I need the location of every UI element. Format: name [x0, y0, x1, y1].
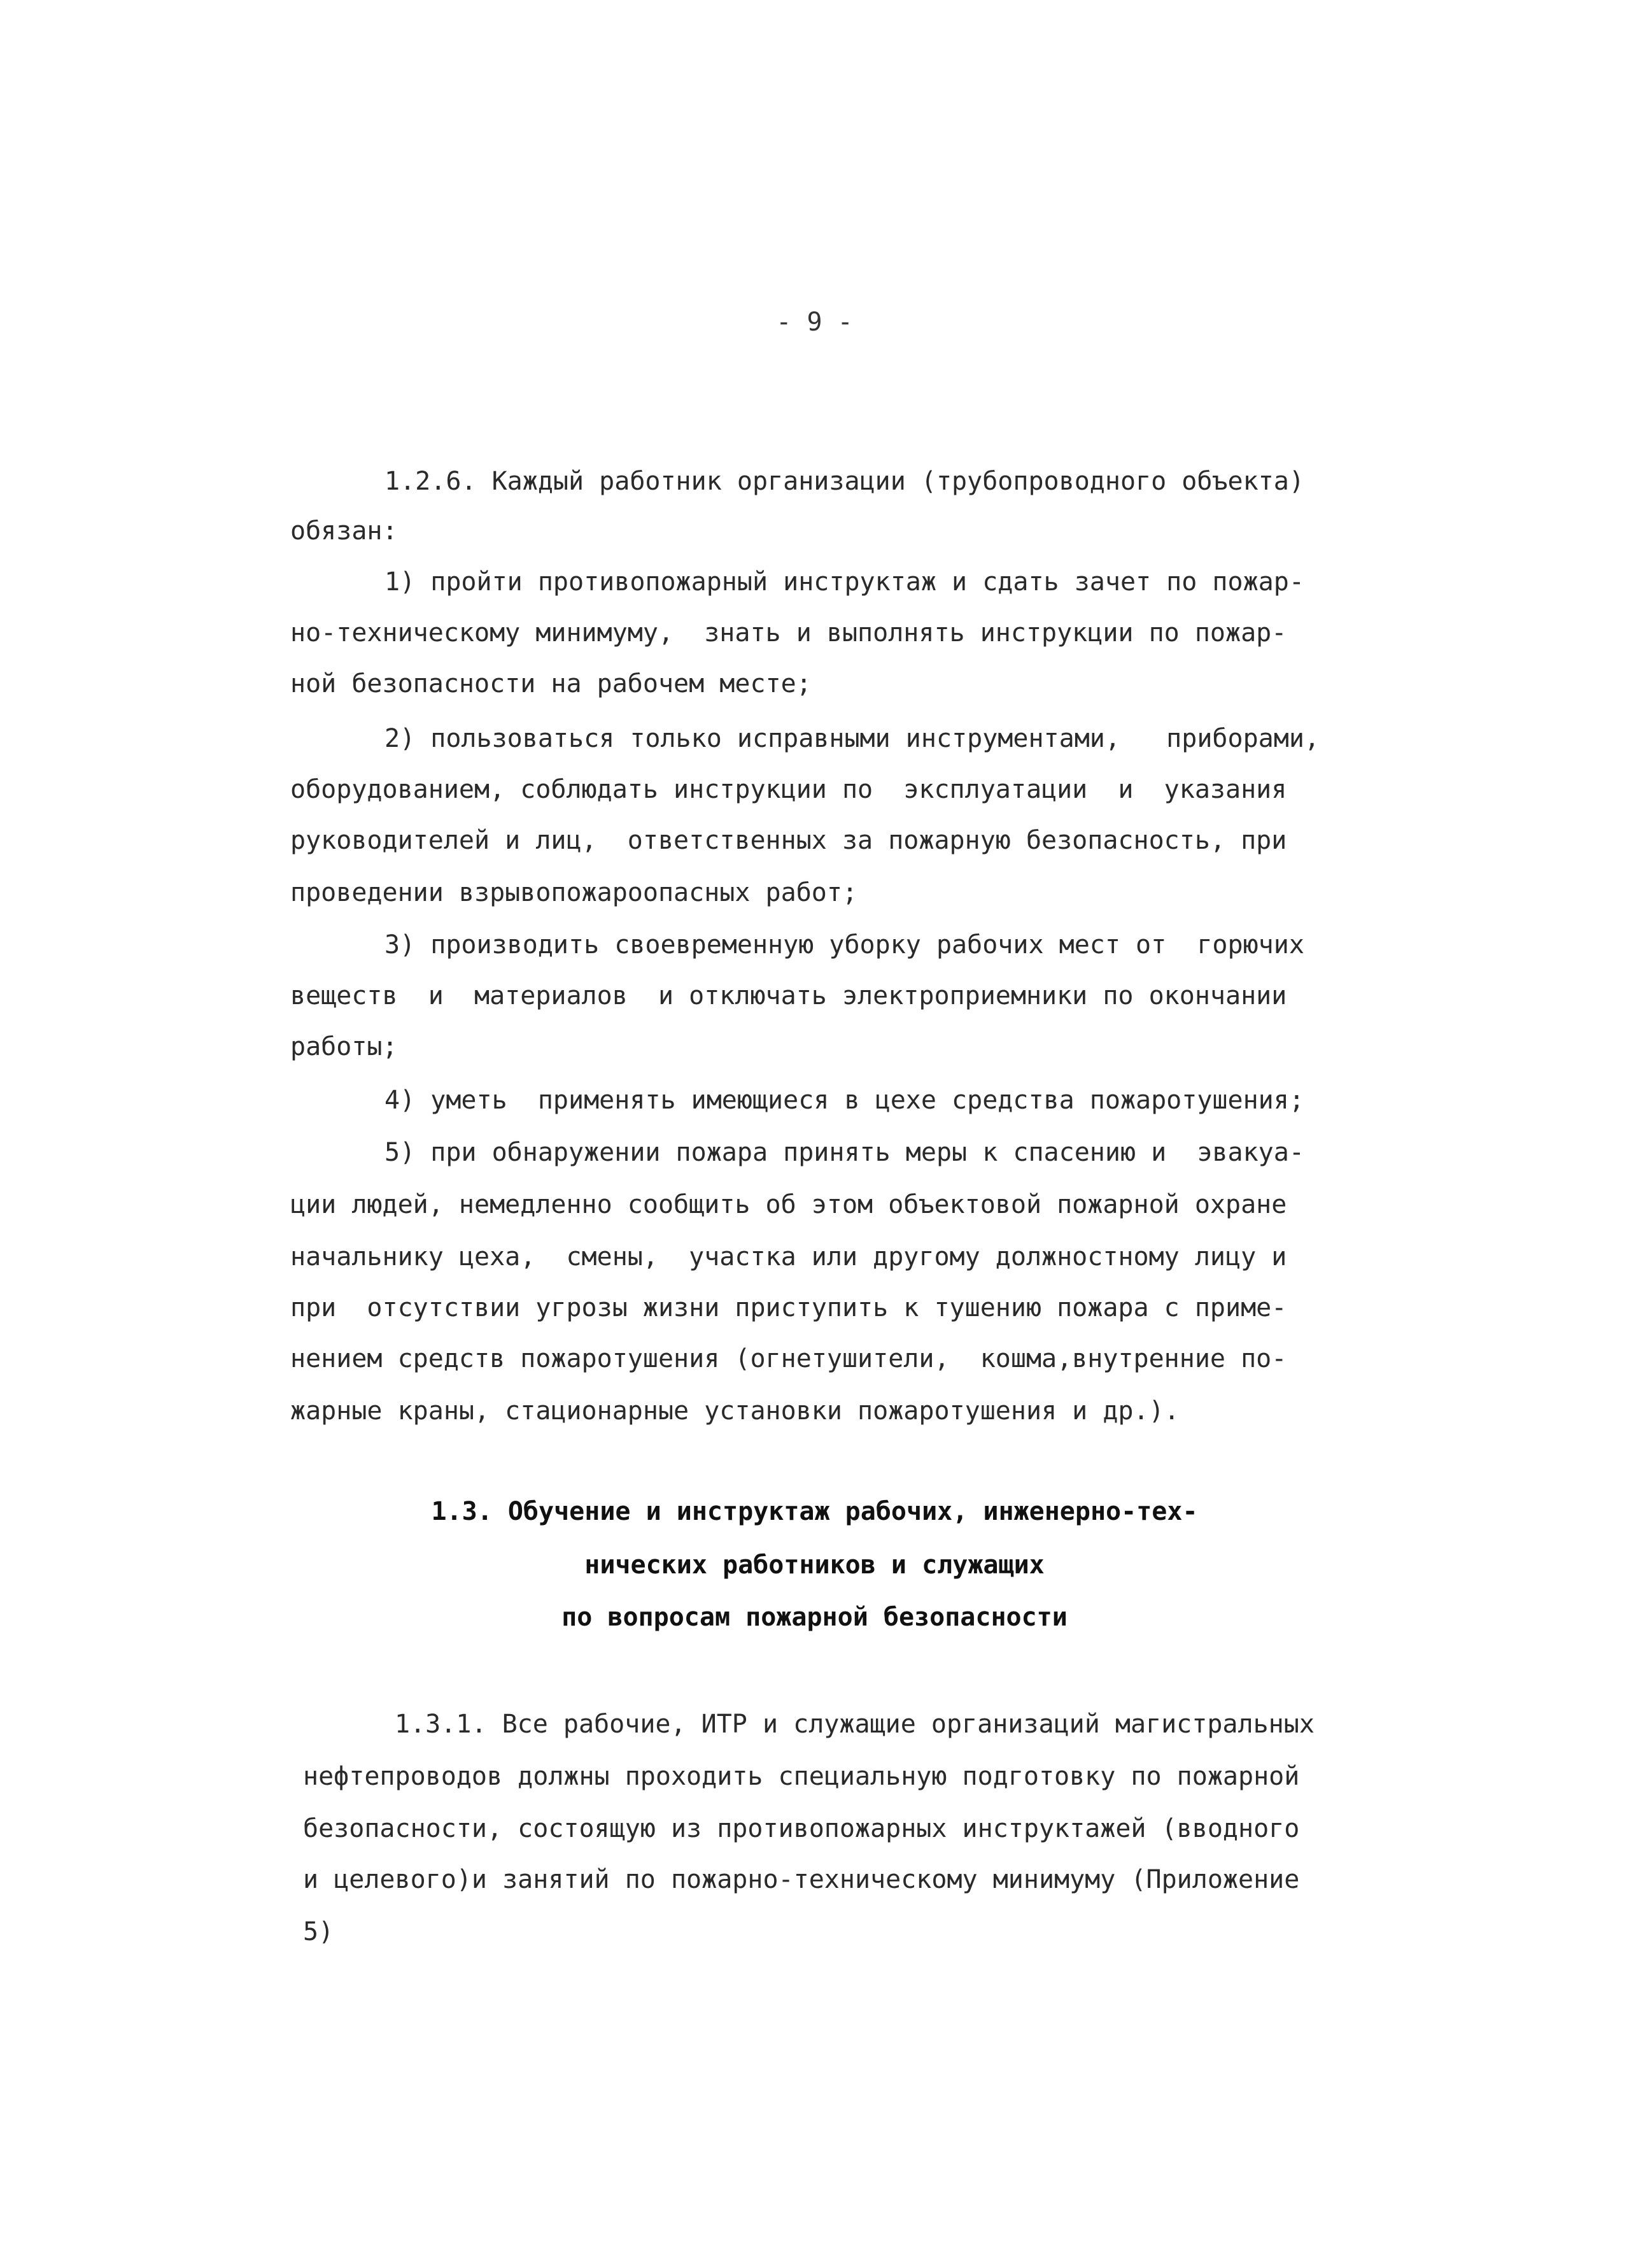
clause-line: безопасности, состоящую из противопожарных инструктажей (вводного: [303, 1814, 1300, 1843]
clause-line: 5): [303, 1917, 334, 1946]
clause-line: оборудованием, соблюдать инструкции по эксплуатации и указания: [290, 775, 1287, 804]
clause-line: жарные краны, стационарные установки пожаротушения и др.).: [290, 1396, 1180, 1426]
clause-line: 2) пользоваться только исправными инструментами, приборами,: [384, 724, 1320, 753]
section-heading-line: нических работников и служащих: [584, 1550, 1045, 1580]
clause-line: при отсутствии угрозы жизни приступить к тушению пожара с приме-: [290, 1293, 1287, 1322]
clause-line: 1.3.1. Все рабочие, ИТР и служащие организаций магистральных: [395, 1710, 1315, 1739]
clause-line: нением средств пожаротушения (огнетушители, кошма,внутренние по-: [290, 1344, 1287, 1373]
clause-line: ции людей, немедленно сообщить об этом объектовой пожарной охране: [290, 1190, 1287, 1219]
clause-line: начальнику цеха, смены, участка или другому должностному лицу и: [290, 1242, 1287, 1272]
clause-line: 1) пройти противопожарный инструктаж и сдать зачет по пожар-: [384, 567, 1304, 597]
page-number: - 9 -: [776, 308, 853, 337]
section-heading-line: 1.3. Обучение и инструктаж рабочих, инженерно-тех-: [431, 1497, 1198, 1526]
clause-line: и целевого)и занятий по пожарно-техническому минимуму (Приложение: [303, 1865, 1300, 1894]
clause-line: 4) уметь применять имеющиеся в цехе средства пожаротушения;: [384, 1086, 1304, 1115]
clause-line: проведении взрывопожароопасных работ;: [290, 878, 858, 907]
clause-line: ной безопасности на рабочем месте;: [290, 669, 812, 698]
section-heading-line: по вопросам пожарной безопасности: [561, 1603, 1068, 1632]
clause-line: но-техническому минимуму, знать и выполнять инструкции по пожар-: [290, 618, 1287, 648]
clause-line: работы;: [290, 1032, 398, 1061]
clause-line: 1.2.6. Каждый работник организации (трубопроводного объекта): [384, 467, 1304, 496]
clause-line: нефтепроводов должны проходить специальную подготовку по пожарной: [303, 1762, 1300, 1791]
clause-line: 5) при обнаружении пожара принять меры к спасению и эвакуа-: [384, 1138, 1304, 1167]
clause-line: руководителей и лиц, ответственных за пожарную безопасность, при: [290, 826, 1287, 855]
clause-line: 3) производить своевременную уборку рабочих мест от горючих: [384, 930, 1304, 960]
clause-line: веществ и материалов и отключать электроприемники по окончании: [290, 981, 1287, 1010]
clause-line: обязан:: [290, 516, 398, 546]
